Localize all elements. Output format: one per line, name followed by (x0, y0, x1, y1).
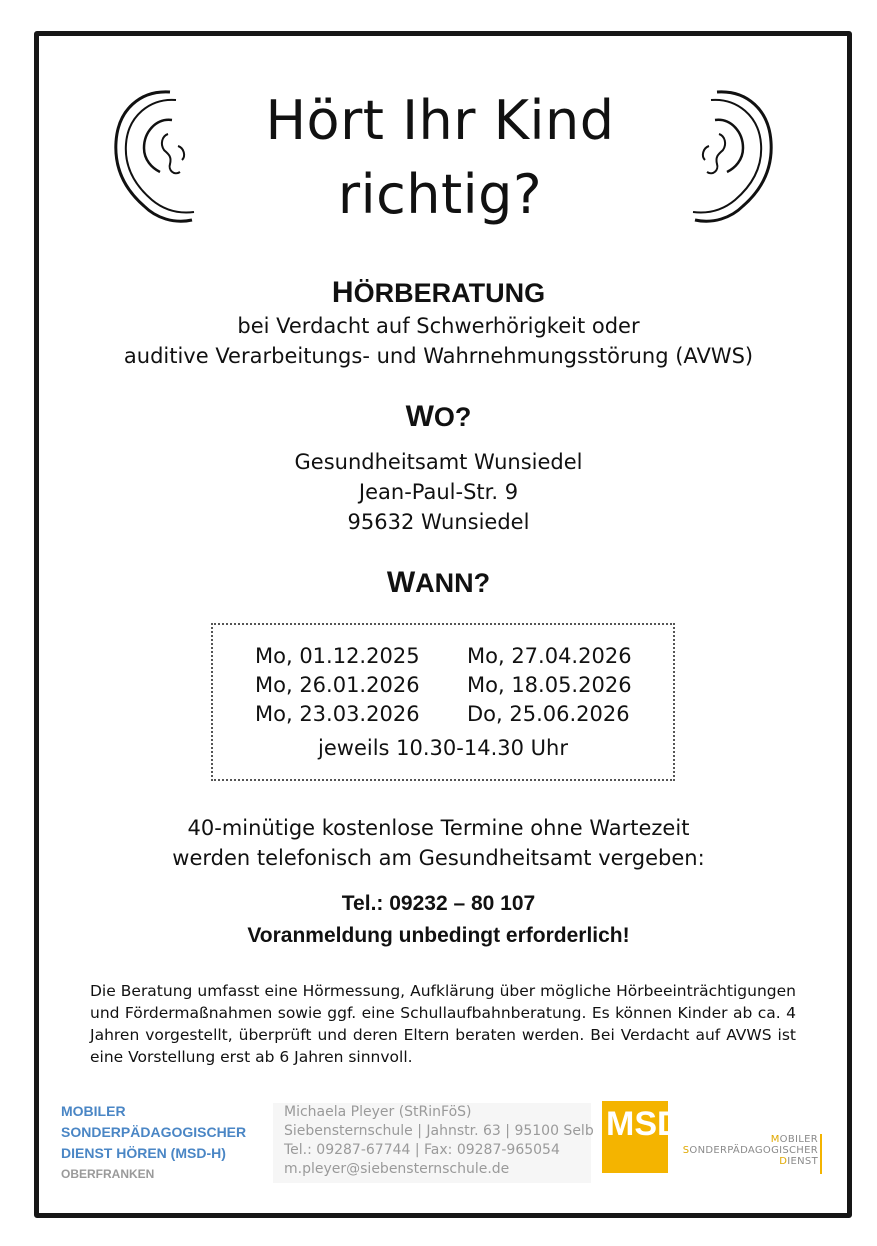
address-line-3: 95632 Wunsiedel (347, 510, 530, 534)
consultation-description: Die Beratung umfasst eine Hörmessung, Aufklärung über mögliche Hörbeeinträchtigungen und Fördermaßnahmen sowie ggf. eine Schullaufbahnberatung. Es können Kinder ab ca. 4 Jahren vorgestellt, überprüft und deren Eltern beraten werden. Bei Verdacht auf AVWS ist eine Vorstellung erst ab 6 Jahren sinnvoll. (90, 982, 796, 1066)
heading-hoerberatung (0, 276, 877, 310)
contact-email: m.pleyer@siebensternschule.de (284, 1161, 510, 1177)
date-item: Do, 25.06.2026 (467, 702, 630, 726)
contact-phone: Tel.: 09287-67744 | Fax: 09287-965054 (284, 1142, 560, 1158)
address-block (0, 447, 877, 537)
date-item: Mo, 01.12.2025 (255, 644, 420, 668)
address-line-2: Jean-Paul-Str. 9 (358, 480, 519, 504)
left-ear-icon (110, 86, 202, 228)
beratung-line-1: bei Verdacht auf Schwerhörigkeit oder (237, 314, 640, 338)
beratung-description (0, 311, 877, 371)
heading-first-letter: W (386, 566, 416, 599)
date-item: Mo, 26.01.2026 (255, 673, 420, 697)
org-region: OBERFRANKEN (61, 1167, 155, 1181)
org-line-2: SONDERPÄDAGOGISCHER (61, 1124, 247, 1140)
right-ear-icon (685, 86, 777, 228)
dates-box (211, 623, 675, 781)
page-title (200, 84, 680, 232)
termine-line-1: 40-minütige kostenlose Termine ohne Wartezeit (187, 816, 690, 840)
registration-note: Voranmeldung unbedingt erforderlich! (247, 924, 630, 947)
msd-logo-text (668, 1134, 818, 1167)
heading-first-letter: W (405, 400, 434, 433)
org-line-1: MOBILER (61, 1103, 126, 1119)
logo-accent-bar (820, 1134, 822, 1174)
heading-rest: O? (433, 402, 472, 432)
logo-word-rest: OBILER (779, 1134, 818, 1145)
termine-text (0, 813, 877, 873)
date-item: Mo, 18.05.2026 (467, 673, 632, 697)
phone-number: Tel.: 09232 – 80 107 (341, 892, 536, 915)
contact-block (273, 1103, 594, 1183)
heading-first-letter: H (331, 276, 354, 309)
msd-logo-icon (602, 1101, 682, 1173)
logo-word-rest: IENST (787, 1156, 818, 1167)
date-item: Mo, 27.04.2026 (467, 644, 632, 668)
logo-word-initial: M (770, 1134, 780, 1145)
dates-column-right (467, 642, 632, 729)
contact-school: Siebensternschule | Jahnstr. 63 | 95100 Selb (284, 1123, 594, 1139)
msd-organization (61, 1101, 246, 1185)
title-line-1: Hört Ihr Kind (265, 89, 615, 152)
org-line-3: DIENST HÖREN (MSD-H) (61, 1145, 226, 1161)
opening-times: jeweils 10.30-14.30 Uhr (318, 736, 568, 760)
logo-word-initial: D (779, 1156, 788, 1167)
logo-word-rest: ONDERPÄDAGOGISCHER (689, 1145, 818, 1156)
heading-wo (0, 400, 877, 434)
dates-column-left (255, 642, 420, 729)
heading-rest: ANN? (415, 568, 491, 598)
heading-rest: ÖRBERATUNG (353, 278, 546, 308)
title-line-2: richtig? (337, 163, 543, 226)
date-item: Mo, 23.03.2026 (255, 702, 420, 726)
heading-wann (0, 566, 877, 600)
beratung-line-2: auditive Verarbeitungs- und Wahrnehmungsstörung (AVWS) (123, 344, 754, 368)
contact-name: Michaela Pleyer (StRinFöS) (284, 1104, 472, 1120)
logo-word-initial: S (682, 1145, 690, 1156)
termine-line-2: werden telefonisch am Gesundheitsamt vergeben: (172, 846, 705, 870)
address-line-1: Gesundheitsamt Wunsiedel (294, 450, 583, 474)
logo-letters: MSD (606, 1105, 682, 1143)
